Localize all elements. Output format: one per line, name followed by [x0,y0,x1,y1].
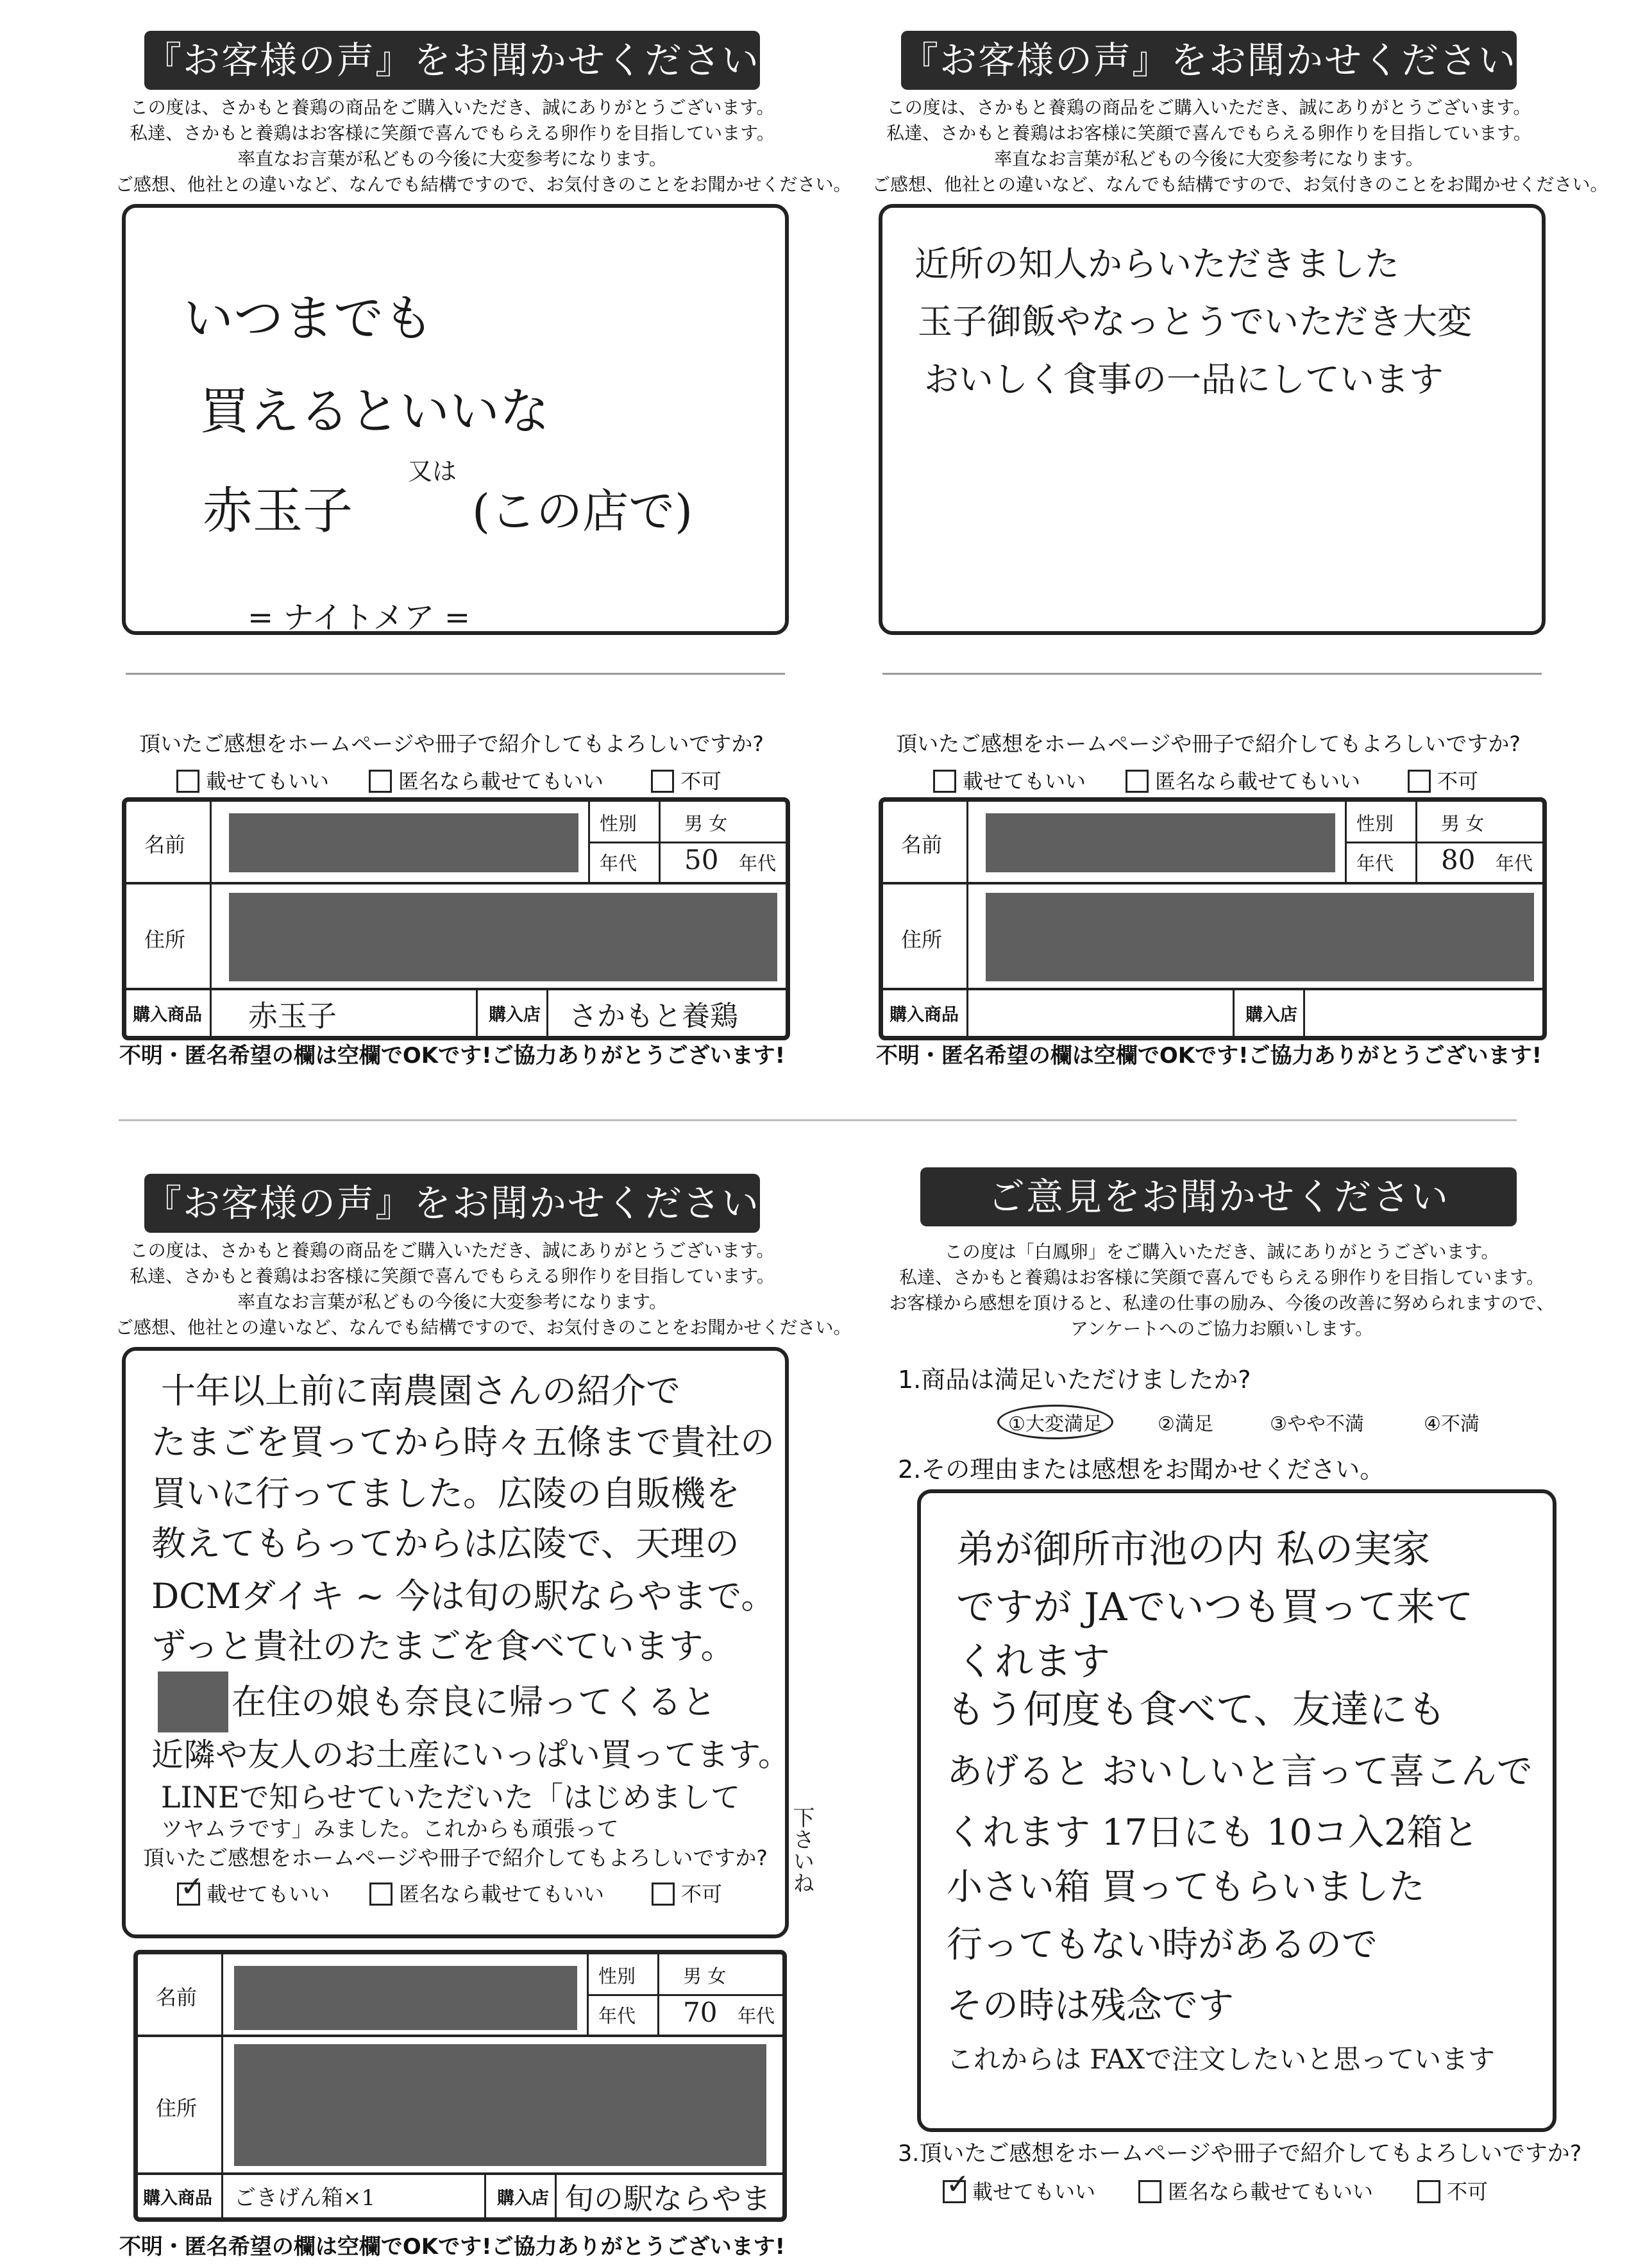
divider [1233,988,1235,1036]
footer-note: 不明・匿名希望の欄は空欄でOKです!ご協力ありがとうございます! [119,2234,786,2260]
handwritten-line: 又は [408,457,457,486]
handwritten-line: その時は残念です [947,1985,1234,2027]
satisfaction-option-4[interactable]: ④不満 [1424,1413,1480,1435]
intro-line: 私達、さかもと養鶏はお客様に笑顔で喜んでもらえる卵作りを目指しています。 [130,1265,775,1287]
checkbox-checked[interactable] [177,1883,200,1906]
option-publish[interactable] [933,767,1086,795]
comment-box [879,204,1546,635]
card-intro [872,95,1608,198]
option-publish[interactable] [177,1880,330,1908]
divider [657,1954,659,2035]
handwritten-line: LINEで知らせていただいた「はじめまして [161,1780,741,1815]
page-divider [119,1119,1517,1121]
card-banner: 『お客様の声』をお聞かせください [144,1174,760,1233]
product-label: 購入商品 [890,1005,959,1025]
handwritten-line: ツヤムラです」みました。これからも頑張って [161,1816,619,1842]
product-label: 購入商品 [133,1005,202,1025]
divider [126,673,785,675]
handwritten-line: 下さいね [789,1806,814,1893]
product-label: 購入商品 [143,2188,212,2208]
redacted-name [986,813,1335,872]
intro-line: 私達、さかもと養鶏はお客様に笑顔で喜んでもらえる卵作りを目指しています。 [886,123,1531,144]
question-3: 3.頂いたご感想をホームページや冊子で紹介してもよろしいですか? [898,2141,1582,2167]
card-intro [115,95,852,198]
store-value: 旬の駅ならやま [564,2181,771,2216]
option-label: 匿名なら載せてもいい [1155,769,1361,793]
survey-card-3 [115,1174,852,2260]
checkbox[interactable] [176,770,199,793]
customer-info-table [879,797,1547,1040]
handwritten-line: たまごを買ってから時々五條まで貴社の [151,1422,775,1462]
redacted-address [234,2044,766,2166]
divider [138,2035,782,2037]
intro-line: 率直なお言葉が私どもの今後に大変参考になります。 [237,148,667,169]
card-intro [115,1238,852,1341]
product-value: ごきげん箱×1 [234,2185,376,2211]
handwritten-line: 近所の知人からいただきました [915,244,1399,284]
redacted-name [229,813,578,872]
handwritten-line: くれます 17日にも 10コ入2箱と [947,1812,1479,1854]
checkbox-checked[interactable] [943,2180,966,2203]
option-label: 載せてもいい [206,769,330,793]
gender-label: 性別 [598,1965,636,1987]
checkbox[interactable] [369,770,392,793]
handwritten-line: ずっと貴社のたまごを食べています。 [151,1626,736,1666]
satisfaction-option-2[interactable]: ②満足 [1158,1413,1213,1435]
divider [587,1994,782,1996]
address-label: 住所 [901,927,943,952]
handwritten-line: 近隣や友人のお土産にいっぱい買ってます。 [151,1736,790,1773]
intro-line: お客様から感想を頂けると、私達の仕事の励み、今後の改善に努められますので、 [889,1292,1555,1314]
divider [588,842,786,843]
handwritten-line: 玉子御飯やなっとうでいただき大変 [918,301,1472,342]
checkbox[interactable] [1408,770,1431,793]
checkbox[interactable] [651,770,674,793]
handwritten-line: もう何度も食べて、友達にも [947,1688,1446,1732]
age-suffix: 年代 [738,2005,775,2027]
option-label: 載せてもいい [207,1882,330,1906]
handwritten-line: 十年以上前に南農園さんの紹介で [161,1371,680,1411]
handwritten-line: 買いに行ってました。広陵の自販機を [151,1473,740,1514]
age-label: 年代 [598,2005,636,2027]
option-refuse[interactable] [651,767,721,795]
checkbox[interactable] [933,770,956,793]
handwritten-line: 小さい箱 買ってもらいました [947,1866,1425,1908]
option-anonymous[interactable] [369,1880,604,1908]
consent-question: 頂いたご感想をホームページや冊子で紹介してもよろしいですか? [139,731,764,756]
redacted-address [986,893,1534,981]
survey-card-2 [872,31,1608,1089]
store-value: さかもと養鶏 [569,1000,738,1033]
intro-line: 私達、さかもと養鶏はお客様に笑顔で喜んでもらえる卵作りを目指しています。 [899,1267,1544,1288]
redacted-location [158,1671,228,1732]
handwritten-line: DCMダイキ ~ 今は旬の駅ならやまで。 [151,1576,776,1616]
intro-line: この度は、さかもと養鶏の商品をご購入いただき、誠にありがとうございます。 [886,97,1531,118]
intro-line: ご感想、他社との違いなど、なんでも結構ですので、お気付きのことをお聞かせください。 [872,174,1608,195]
address-label: 住所 [156,2096,198,2120]
age-label: 年代 [600,852,637,874]
satisfaction-option-1[interactable]: ①大変満足 [997,1405,1113,1439]
gender-options: 男 女 [1441,813,1485,834]
age-suffix: 年代 [1496,852,1533,874]
intro-line: 率直なお言葉が私どもの今後に大変参考になります。 [994,148,1424,169]
handwritten-line: 買えるといいな [199,383,550,441]
option-label: 不可 [1437,769,1479,793]
store-label: 購入店 [1245,1005,1297,1025]
address-label: 住所 [144,927,186,952]
divider [210,802,212,1036]
intro-line: ご感想、他社との違いなど、なんでも結構ですので、お気付きのことをお聞かせください。 [115,174,852,195]
comment-box [122,1347,814,1938]
intro-line: この度は、さかもと養鶏の商品をご購入いただき、誠にありがとうございます。 [130,1240,775,1261]
divider [546,988,548,1036]
intro-line: 私達、さかもと養鶏はお客様に笑顔で喜んでもらえる卵作りを目指しています。 [130,123,775,144]
option-label: 匿名なら載せてもいい [398,769,604,793]
age-suffix: 年代 [739,852,777,874]
handwritten-line: 教えてもらってからは広陵で、天理の [151,1523,739,1564]
checkbox[interactable] [1126,770,1149,793]
gender-options: 男 女 [683,1965,727,1987]
option-refuse[interactable] [652,1880,722,1908]
divider [966,802,968,1036]
checkbox[interactable] [369,1883,392,1906]
intro-line: 率直なお言葉が私どもの今後に大変参考になります。 [237,1291,667,1312]
divider [221,1954,223,2217]
divider [484,2172,486,2217]
handwritten-line: = ナイトメア = [248,600,471,636]
footer-note: 不明・匿名希望の欄は空欄でOKです!ご協力ありがとうございます! [875,1043,1542,1069]
customer-info-table [133,1950,787,2222]
divider [1303,988,1305,1036]
option-label: 匿名なら載せてもいい [399,1882,605,1906]
option-label: 載せてもいい [963,769,1086,793]
option-label: 載せてもいい [972,2179,1096,2204]
store-label: 購入店 [489,1005,541,1025]
card-banner: 『お客様の声』をお聞かせください [144,31,760,90]
option-label: 不可 [681,1882,723,1906]
handwritten-line: 弟が御所市池の内 私の実家 [956,1527,1431,1572]
handwritten-line: (この店で) [472,484,693,538]
divider [138,2172,782,2175]
divider [476,988,478,1036]
option-label: 不可 [1447,2179,1488,2204]
option-anonymous[interactable] [1138,2178,1373,2206]
card-banner: 『お客様の声』をお聞かせください [901,31,1517,90]
option-anonymous[interactable] [369,767,603,795]
divider [883,882,1542,884]
question-1: 1.商品は満足いただけましたか? [898,1366,1251,1394]
age-value: 50 [684,844,719,876]
comment-box [917,1489,1556,2132]
name-label: 名前 [901,833,943,857]
checkbox[interactable] [1417,2180,1440,2203]
option-publish[interactable] [176,767,329,795]
handwritten-line: ですが JAでいつも買って来て [956,1585,1474,1630]
card-intro [885,1239,1558,1342]
gender-options: 男 女 [684,813,728,834]
redacted-address [229,893,777,981]
gender-label: 性別 [600,813,637,834]
divider [883,988,1542,990]
handwritten-line: おいしく食事の一品にしています [924,359,1444,400]
intro-line: アンケートへのご協力お願いします。 [1070,1318,1374,1339]
divider [126,988,786,990]
option-refuse[interactable] [1408,767,1478,795]
gender-label: 性別 [1356,813,1394,834]
age-label: 年代 [1356,852,1394,874]
divider [555,2172,557,2217]
consent-question: 頂いたご感想をホームページや冊子で紹介してもよろしいですか? [143,1845,768,1870]
handwritten-line: 在住の娘も奈良に帰ってくると [232,1682,716,1722]
footer-note: 不明・匿名希望の欄は空欄でOKです!ご協力ありがとうございます! [119,1043,786,1069]
intro-line: この度は、さかもと養鶏の商品をご購入いただき、誠にありがとうございます。 [130,97,775,118]
product-value: 赤玉子 [248,999,337,1033]
survey-card-4 [885,1167,1582,2251]
checkbox[interactable] [1138,2180,1161,2203]
divider [882,673,1542,675]
comment-box [122,204,789,635]
redacted-name [234,1966,577,2030]
card-banner: ご意見をお聞かせください [920,1167,1517,1226]
handwritten-line: くれます [956,1639,1110,1684]
option-refuse[interactable] [1417,2178,1488,2206]
age-value: 80 [1441,844,1476,876]
handwritten-line: これからは FAXで注文したいと思っています [947,2044,1496,2075]
satisfaction-option-3[interactable]: ③やや不満 [1270,1413,1364,1435]
name-label: 名前 [144,833,186,857]
option-label: 不可 [680,769,722,793]
consent-question: 頂いたご感想をホームページや冊子で紹介してもよろしいですか? [896,731,1521,756]
divider [1345,842,1542,843]
handwritten-line: 赤玉子 [203,482,353,540]
store-label: 購入店 [497,2188,549,2208]
handwritten-line: いつまでも [183,290,434,348]
survey-card-1 [115,31,852,1089]
handwritten-line: 行ってもない時があるので [947,1924,1378,1966]
handwritten-line: あげると おいしいと言って喜こんで [947,1751,1533,1793]
option-label: 匿名なら載せてもいい [1168,2179,1374,2204]
divider [126,882,786,884]
option-anonymous[interactable] [1126,767,1360,795]
customer-info-table [122,797,790,1040]
option-publish[interactable] [943,2178,1095,2206]
divider [1415,802,1417,882]
name-label: 名前 [156,1985,198,2010]
intro-line: ご感想、他社との違いなど、なんでも結構ですので、お気付きのことをお聞かせください。 [115,1317,852,1338]
checkbox[interactable] [652,1883,675,1906]
divider [659,802,661,882]
intro-line: この度は「白鳳卵」をご購入いただき、誠にありがとうございます。 [944,1241,1499,1262]
question-2: 2.その理由または感想をお聞かせください。 [898,1455,1385,1484]
age-value: 70 [683,1997,718,2028]
